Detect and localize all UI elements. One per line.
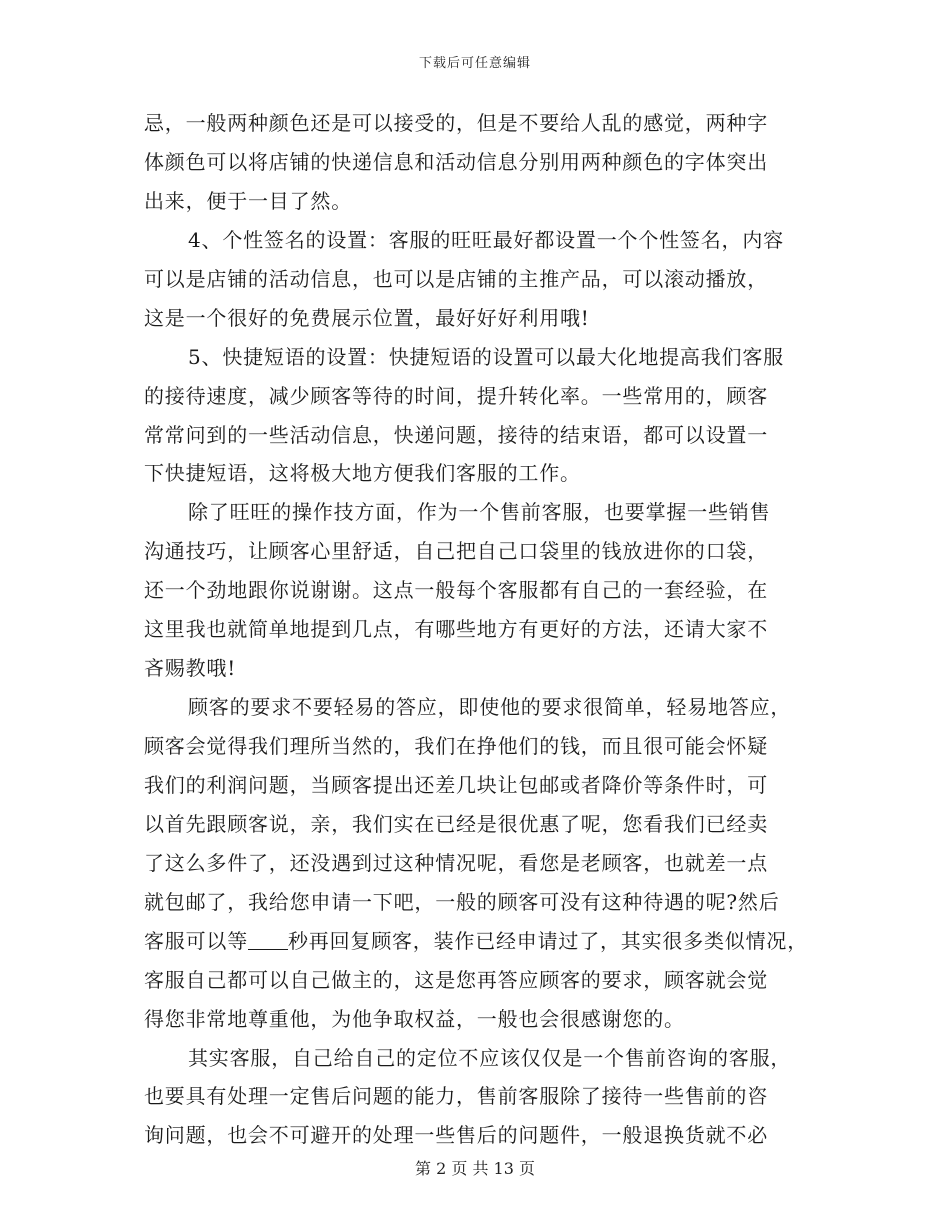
text-line: 可以是店铺的活动信息，也可以是店铺的主推产品，可以滚动播放，: [144, 266, 768, 291]
paragraph-start: 5、快捷短语的设置：快捷短语的设置可以最大化地提高我们客服: [188, 344, 784, 369]
text-line: 还一个劲地跟你说谢谢。这点一般每个客服都有自己的一套经验，在: [144, 578, 768, 603]
text-line: 得您非常地尊重他，为他争取权益，一般也会很感谢您的。: [144, 1006, 685, 1031]
text-line: 这是一个很好的免费展示位置，最好好好利用哦!: [144, 305, 590, 330]
paragraph-start: 4、个性签名的设置：客服的旺旺最好都设置一个个性签名，内容: [188, 227, 784, 252]
text-line: 以首先跟顾客说，亲，我们实在已经是很优惠了呢，您看我们已经卖: [144, 811, 768, 836]
paragraph-start: 其实客服，自己给自己的定位不应该仅仅是一个售前咨询的客服，: [188, 1045, 792, 1070]
text-line: 顾客会觉得我们理所当然的，我们在挣他们的钱，而且很可能会怀疑: [144, 734, 768, 758]
text-line: 常常问到的一些活动信息，快递问题，接待的结束语，都可以设置一: [144, 422, 768, 447]
text-line: 吝赐教哦!: [144, 656, 237, 681]
text-line: 出来，便于一目了然。: [144, 188, 352, 213]
paragraph-start: 顾客的要求不要轻易的答应，即使他的要求很简单，轻易地答应，: [188, 695, 792, 720]
page-header: 下载后可任意编辑: [418, 56, 531, 71]
page-footer: 第 2 页 共 13 页: [415, 1159, 535, 1178]
text-line: 我们的利润问题，当顾客提出还差几块让包邮或者降价等条件时，可: [144, 772, 768, 797]
paragraph-start: 除了旺旺的操作技方面，作为一个售前客服，也要掌握一些销售: [188, 500, 771, 525]
fill-in-blank: [248, 931, 288, 950]
text-line: 这里我也就简单地提到几点，有哪些地方有更好的方法，还请大家不: [144, 617, 768, 642]
text-line: 了这么多件了，还没遇到过这种情况呢，看您是老顾客，也就差一点: [144, 850, 768, 875]
text-line: 忌，一般两种颜色还是可以接受的，但是不要给人乱的感觉，两种字: [144, 111, 768, 135]
text-line: 体颜色可以将店铺的快递信息和活动信息分别用两种颜色的字体突出: [144, 149, 768, 174]
text-line: 下快捷短语，这将极大地方便我们客服的工作。: [144, 461, 581, 486]
text-line: 就包邮了，我给您申请一下吧，一般的顾客可没有这种待遇的呢?然后: [144, 889, 780, 914]
text-line-with-blank: [144, 922, 812, 961]
text-before-blank: 客服可以等: [144, 928, 248, 953]
text-line: 客服自己都可以自己做主的，这是您再答应顾客的要求，顾客就会觉: [144, 967, 768, 992]
text-line: 的接待速度，减少顾客等待的时间，提升转化率。一些常用的，顾客: [144, 383, 768, 408]
text-line: 沟通技巧，让顾客心里舒适，自己把自己口袋里的钱放进你的口袋，: [144, 539, 768, 564]
text-after-blank: 秒再回复顾客，装作已经申请过了，其实很多类似情况，: [288, 928, 808, 953]
text-line: 询问题，也会不可避开的处理一些售后的问题件，一般退换货就不必: [144, 1123, 768, 1148]
document-body: [144, 104, 812, 1155]
text-line: 也要具有处理一定售后问题的能力，售前客服除了接待一些售前的咨: [144, 1084, 768, 1109]
